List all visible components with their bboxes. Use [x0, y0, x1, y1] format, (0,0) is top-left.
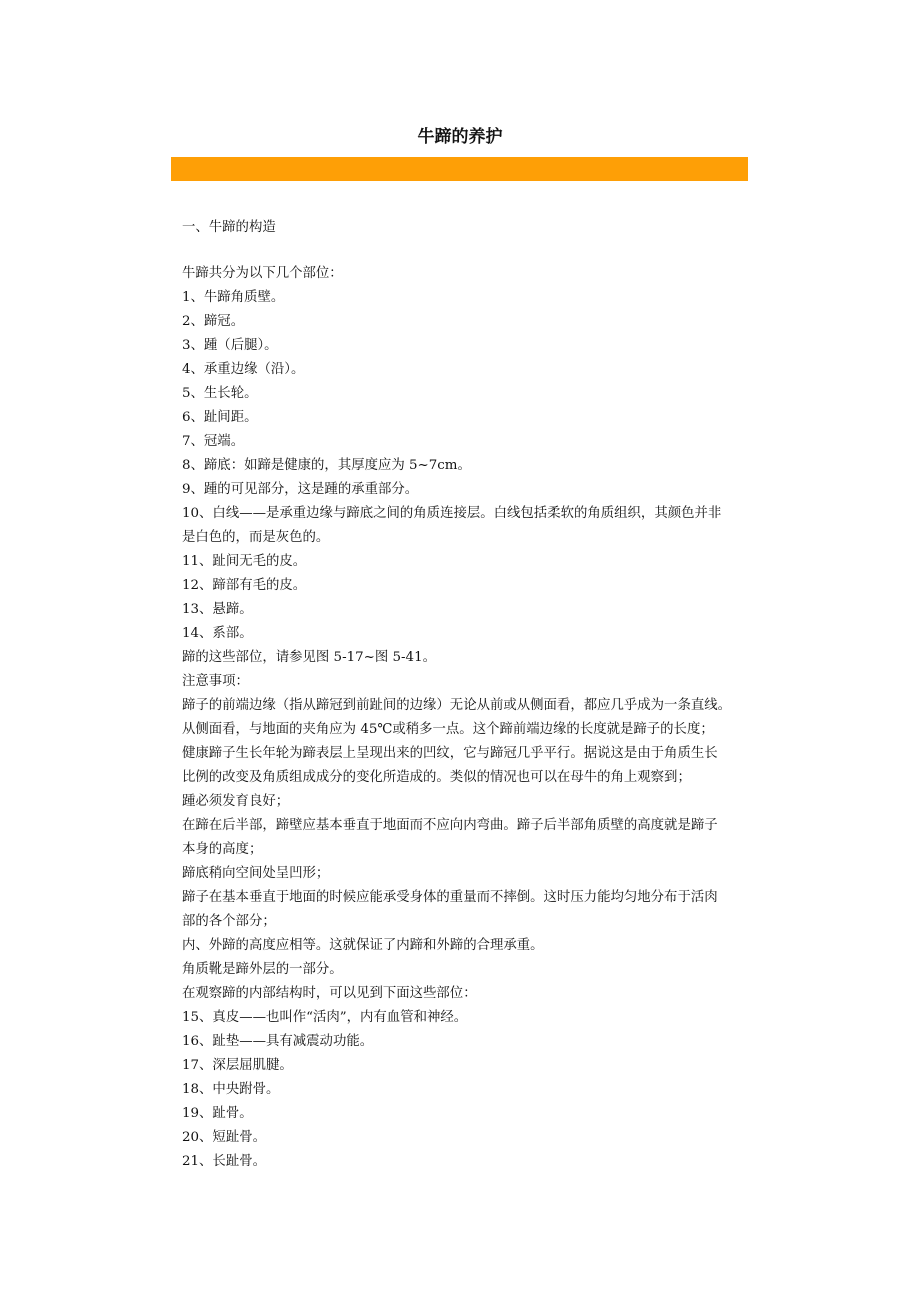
- paragraph: [182, 262, 752, 286]
- paragraph-line: 注意事项：: [182, 674, 249, 689]
- paragraph-line: 6、趾间距。: [182, 410, 258, 425]
- paragraph: [182, 310, 752, 334]
- paragraph: [182, 886, 752, 934]
- paragraph: [182, 694, 752, 718]
- paragraph: [182, 406, 752, 430]
- paragraph: [182, 1030, 752, 1054]
- paragraph-line: 蹄的这些部位，请参见图 5-17~图 5-41。: [182, 650, 436, 665]
- paragraph: [182, 670, 752, 694]
- paragraph: [182, 1006, 752, 1030]
- paragraph: [182, 862, 752, 886]
- paragraph: [182, 550, 752, 574]
- paragraph: [182, 790, 752, 814]
- paragraph: [182, 382, 752, 406]
- paragraph-line: 从侧面看，与地面的夹角应为 45℃或稍多一点。这个蹄前端边缘的长度就是蹄子的长度；: [182, 722, 714, 737]
- paragraph-line: 19、趾骨。: [182, 1106, 253, 1121]
- paragraph: [182, 1054, 752, 1078]
- paragraph-line: 3、踵（后腿）。: [182, 338, 278, 353]
- paragraph: [182, 742, 752, 790]
- paragraph-line: 5、生长轮。: [182, 386, 258, 401]
- paragraph-line: 15、真皮——也叫作“活肉”，内有血管和神经。: [182, 1010, 468, 1025]
- paragraph: [182, 358, 752, 382]
- paragraph: [182, 1150, 752, 1174]
- paragraph-line: 7、冠端。: [182, 434, 245, 449]
- paragraph-line: 部的各个部分；: [182, 914, 276, 929]
- paragraph-line: 本身的高度；: [182, 842, 263, 857]
- paragraph: [182, 598, 752, 622]
- paragraph-line: 在蹄在后半部，蹄壁应基本垂直于地面而不应向内弯曲。蹄子后半部角质壁的高度就是蹄子: [182, 818, 718, 833]
- paragraph-line: 14、系部。: [182, 626, 253, 641]
- paragraph: [182, 1078, 752, 1102]
- paragraph-line: 2、蹄冠。: [182, 314, 245, 329]
- paragraph-line: 4、承重边缘（沿）。: [182, 362, 305, 377]
- paragraph: [182, 646, 752, 670]
- paragraph: [182, 430, 752, 454]
- title-divider-bar: [171, 157, 748, 181]
- paragraph-line: 11、趾间无毛的皮。: [182, 554, 307, 569]
- section-heading: 一、牛蹄的构造: [182, 220, 276, 235]
- paragraph-line: 比例的改变及角质组成成分的变化所造成的。类似的情况也可以在母牛的角上观察到；: [182, 770, 691, 785]
- paragraph: [182, 454, 752, 478]
- paragraph-line: 20、短趾骨。: [182, 1130, 266, 1145]
- paragraph-line: 蹄子在基本垂直于地面的时候应能承受身体的重量而不摔倒。这时压力能均匀地分布于活肉: [182, 890, 718, 905]
- paragraph-line: 蹄底稍向空间处呈凹形；: [182, 866, 330, 881]
- paragraph-line: 10、白线——是承重边缘与蹄底之间的角质连接层。白线包括柔软的角质组织，其颜色并非: [182, 506, 722, 521]
- paragraph: [182, 622, 752, 646]
- paragraph-line: 17、深层屈肌腱。: [182, 1058, 293, 1073]
- paragraph-line: 12、蹄部有毛的皮。: [182, 578, 307, 593]
- paragraph-line: 8、蹄底：如蹄是健康的，其厚度应为 5~7cm。: [182, 458, 471, 473]
- paragraph: [182, 814, 752, 862]
- paragraph: [182, 286, 752, 310]
- document-body: [182, 216, 752, 1174]
- paragraph-line: 内、外蹄的高度应相等。这就保证了内蹄和外蹄的合理承重。: [182, 938, 544, 953]
- paragraph: [182, 478, 752, 502]
- paragraph-line: 健康蹄子生长年轮为蹄表层上呈现出来的凹纹，它与蹄冠几乎平行。据说这是由于角质生长: [182, 746, 718, 761]
- paragraph-line: 在观察蹄的内部结构时，可以见到下面这些部位：: [182, 986, 477, 1001]
- paragraph-line: 是白色的，而是灰色的。: [182, 530, 330, 545]
- paragraph: [182, 1102, 752, 1126]
- paragraph-line: 角质靴是蹄外层的一部分。: [182, 962, 343, 977]
- paragraph-line: 踵必须发育良好；: [182, 794, 290, 809]
- paragraph: [182, 958, 752, 982]
- paragraph-list: [182, 262, 752, 1174]
- paragraph: [182, 718, 752, 742]
- paragraph-line: 13、悬蹄。: [182, 602, 253, 617]
- paragraph-line: 21、长趾骨。: [182, 1154, 266, 1169]
- document-title: 牛蹄的养护: [417, 127, 503, 147]
- paragraph: [182, 934, 752, 958]
- paragraph-line: 9、踵的可见部分，这是踵的承重部分。: [182, 482, 419, 497]
- paragraph: [182, 502, 752, 550]
- paragraph-line: 16、趾垫——具有减震动功能。: [182, 1034, 374, 1049]
- paragraph: [182, 982, 752, 1006]
- paragraph: [182, 334, 752, 358]
- paragraph-line: 1、牛蹄角质壁。: [182, 290, 285, 305]
- paragraph-line: 蹄子的前端边缘（指从蹄冠到前趾间的边缘）无论从前或从侧面看，都应几乎成为一条直线。: [182, 698, 732, 713]
- paragraph: [182, 1126, 752, 1150]
- paragraph-line: 牛蹄共分为以下几个部位：: [182, 266, 343, 281]
- paragraph: [182, 574, 752, 598]
- paragraph-line: 18、中央跗骨。: [182, 1082, 280, 1097]
